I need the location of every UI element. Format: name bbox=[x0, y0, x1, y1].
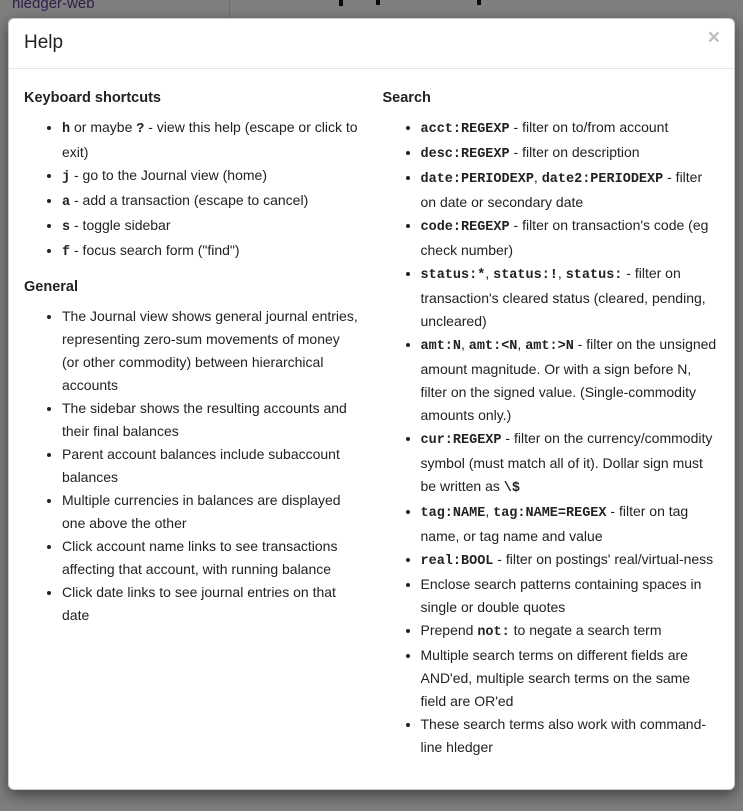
code-term: ? bbox=[136, 122, 145, 137]
code-term: not: bbox=[477, 625, 510, 640]
code-term: status:* bbox=[420, 268, 486, 283]
item-text: - filter on transaction's cleared status (cleared, pending, uncleared) bbox=[420, 265, 706, 329]
item-text: - filter on the unsigned amount magnitude. Or with a sign before N, filter on the signed value. (Single-commodity amounts only.) bbox=[420, 336, 717, 423]
modal-body bbox=[9, 69, 734, 789]
help-list-item bbox=[62, 535, 361, 581]
code-term: \$ bbox=[503, 481, 520, 496]
help-list-item bbox=[62, 239, 361, 264]
code-term: date2:PERIODEXP bbox=[541, 172, 664, 187]
modal-title: Help bbox=[24, 32, 64, 53]
code-term: desc:REGEXP bbox=[420, 147, 510, 162]
help-list bbox=[383, 116, 720, 759]
item-text: Multiple search terms on different fields are AND'ed, multiple search terms on the same field are OR'ed bbox=[420, 647, 691, 709]
code-term: tag:NAME=REGEX bbox=[493, 506, 607, 521]
help-list-item bbox=[62, 214, 361, 239]
code-term: real:BOOL bbox=[420, 554, 494, 569]
item-text: - filter on to/from account bbox=[509, 119, 669, 135]
help-list-item bbox=[421, 713, 720, 759]
help-list-item bbox=[421, 619, 720, 644]
modal-header bbox=[9, 19, 734, 69]
item-text: - focus search form ("find") bbox=[70, 242, 240, 258]
code-term: date:PERIODEXP bbox=[420, 172, 534, 187]
help-modal bbox=[8, 18, 735, 790]
code-term: cur:REGEXP bbox=[420, 433, 502, 448]
item-text: Parent account balances include subaccount balances bbox=[62, 446, 340, 485]
item-text: , bbox=[517, 336, 526, 352]
item-text: - add a transaction (escape to cancel) bbox=[70, 192, 309, 208]
help-list-item bbox=[421, 214, 720, 262]
item-text: or maybe bbox=[70, 119, 137, 135]
help-list-item bbox=[421, 141, 720, 166]
help-list-item bbox=[62, 397, 361, 443]
item-text: to negate a search term bbox=[509, 622, 662, 638]
code-term: status: bbox=[565, 268, 623, 283]
help-list-item bbox=[62, 305, 361, 397]
item-text: - go to the Journal view (home) bbox=[70, 167, 267, 183]
item-text: - filter on tag name, or tag name and value bbox=[420, 503, 689, 544]
code-term: f bbox=[62, 245, 71, 260]
item-text: - filter on description bbox=[509, 144, 640, 160]
item-text: - filter on date or secondary date bbox=[420, 169, 703, 210]
item-text: , bbox=[485, 265, 494, 281]
item-text: These search terms also work with command-line hledger bbox=[420, 716, 707, 755]
help-list-item bbox=[62, 189, 361, 214]
code-term: amt:<N bbox=[468, 339, 518, 354]
code-term: amt:N bbox=[420, 339, 462, 354]
help-list-item bbox=[62, 443, 361, 489]
help-list-item bbox=[421, 573, 720, 619]
item-text: The sidebar shows the resulting accounts and their final balances bbox=[62, 400, 347, 439]
code-term: h bbox=[62, 122, 71, 137]
item-text: - filter on transaction's code (eg check number) bbox=[420, 217, 709, 258]
item-text: Click account name links to see transactions affecting that account, with running balance bbox=[62, 538, 338, 577]
help-list-item bbox=[421, 500, 720, 548]
section-heading: General bbox=[24, 279, 78, 295]
code-term: acct:REGEXP bbox=[420, 122, 510, 137]
code-term: tag:NAME bbox=[420, 506, 486, 521]
section-heading: Search bbox=[382, 90, 431, 106]
code-term: s bbox=[62, 220, 71, 235]
code-term: code:REGEXP bbox=[420, 220, 510, 235]
item-text: Enclose search patterns containing spaces in single or double quotes bbox=[420, 576, 702, 615]
item-text: Click date links to see journal entries on that date bbox=[62, 584, 336, 623]
item-text: Prepend bbox=[420, 622, 478, 638]
item-text: , bbox=[461, 336, 469, 352]
code-term: a bbox=[62, 195, 71, 210]
item-text: Multiple currencies in balances are displayed one above the other bbox=[62, 492, 341, 531]
help-list-item bbox=[421, 116, 720, 141]
help-list-item bbox=[421, 427, 720, 500]
code-term: j bbox=[62, 170, 71, 185]
help-list-item bbox=[62, 116, 361, 164]
close-icon[interactable]: × bbox=[707, 26, 720, 49]
help-list-item bbox=[421, 644, 720, 713]
help-list-item bbox=[62, 164, 361, 189]
section-heading: Keyboard shortcuts bbox=[24, 90, 161, 106]
item-text: - filter on the currency/commodity symbol (must match all of it). Dollar sign must be written as bbox=[420, 430, 713, 494]
item-text: - toggle sidebar bbox=[70, 217, 171, 233]
help-list-item bbox=[62, 489, 361, 535]
help-column-right bbox=[383, 75, 720, 769]
item-text: - filter on postings' real/virtual-ness bbox=[493, 551, 714, 567]
help-list-item bbox=[62, 581, 361, 627]
item-text: , bbox=[485, 503, 494, 519]
code-term: status:! bbox=[493, 268, 558, 283]
help-list-item bbox=[421, 548, 720, 573]
help-list bbox=[24, 116, 361, 264]
help-list-item bbox=[421, 262, 720, 333]
help-list bbox=[24, 305, 361, 627]
help-list-item bbox=[421, 166, 720, 214]
help-list-item bbox=[421, 333, 720, 427]
help-column-left bbox=[24, 75, 361, 769]
item-text: - view this help (escape or click to exit) bbox=[62, 119, 358, 160]
code-term: amt:>N bbox=[525, 339, 574, 354]
item-text: , bbox=[557, 265, 566, 281]
item-text: The Journal view shows general journal entries, representing zero-sum movements of money (or other commodity) between hierarchical accounts bbox=[62, 308, 358, 393]
item-text: , bbox=[533, 169, 542, 185]
